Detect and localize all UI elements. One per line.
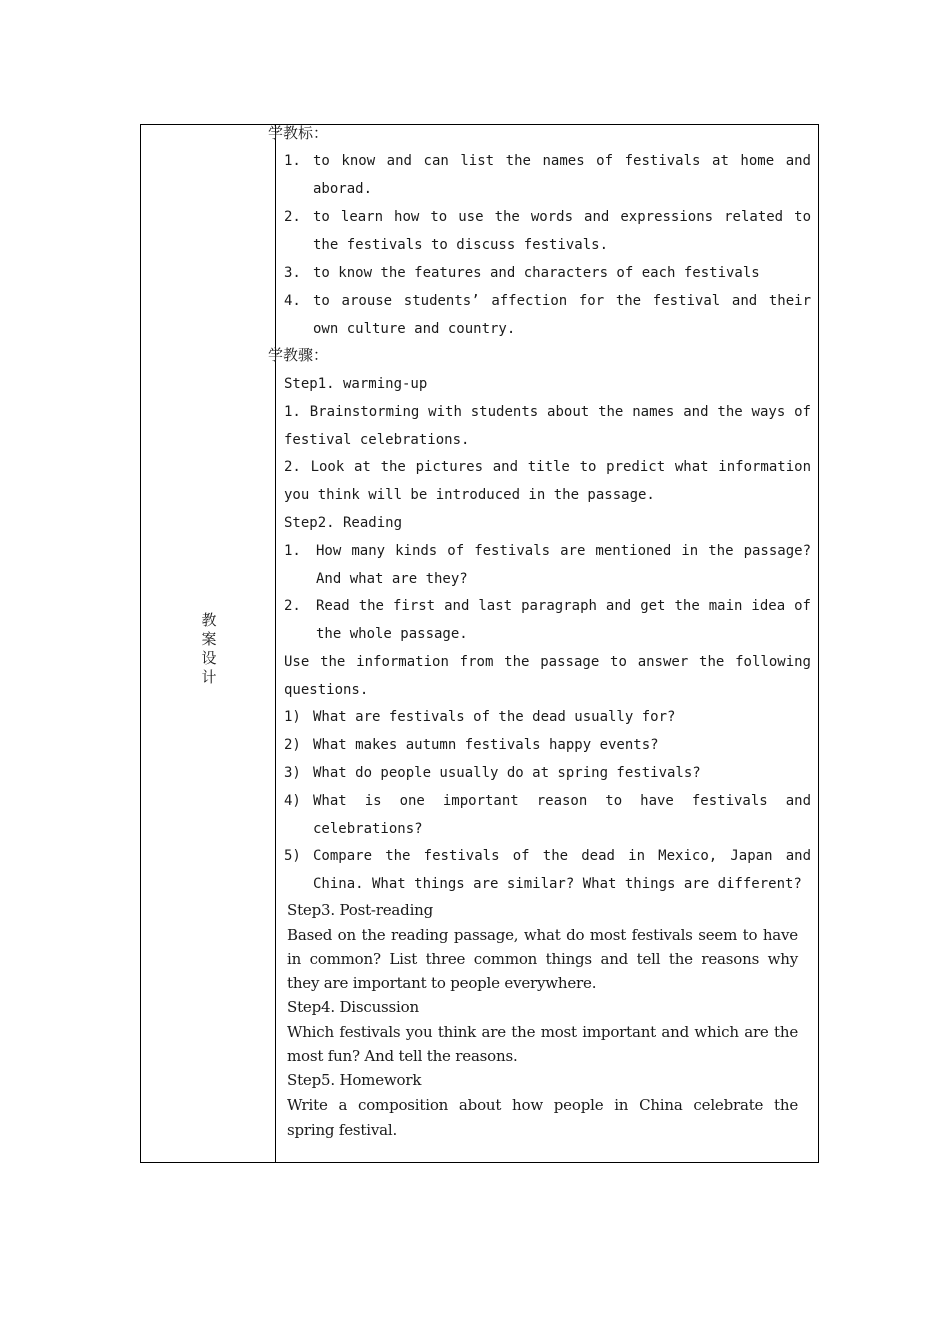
question-line: celebrations? — [313, 821, 423, 837]
step4-line: Which festivals you think are the most important and which are the — [287, 1023, 798, 1041]
question-line: What do people usually do at spring festivals? — [313, 765, 701, 781]
step3-title: Step3. Post-reading — [287, 901, 434, 919]
questions-intro: questions. — [284, 682, 369, 698]
objective-line: to know the features and characters of each festivals — [313, 265, 760, 281]
question-line: What are festivals of the dead usually for? — [313, 709, 676, 725]
reading-task-line: Read the first and last paragraph and get the main idea of — [316, 598, 811, 614]
reading-task-number: 1. — [284, 543, 301, 559]
questions-intro: Use the information from the passage to answer the following — [284, 654, 811, 670]
step5-line: spring festival. — [287, 1121, 398, 1139]
step4-line: most fun? And tell the reasons. — [287, 1047, 518, 1065]
steps-heading: 学教骤： — [268, 346, 329, 364]
section-label: 教 案 设 计 — [201, 611, 217, 686]
objective-line: the festivals to discuss festivals. — [313, 237, 609, 253]
objective-number: 4. — [284, 293, 301, 309]
question-number: 1) — [284, 709, 301, 725]
step1-line: you think will be introduced in the passage. — [284, 487, 655, 503]
reading-task-line: the whole passage. — [316, 626, 468, 642]
step3-line: Based on the reading passage, what do most festivals seem to have — [287, 926, 798, 944]
step1-line: 1. Brainstorming with students about the names and the ways of — [284, 404, 811, 420]
step4-title: Step4. Discussion — [287, 998, 419, 1016]
objective-line: to learn how to use the words and expressions related to — [313, 209, 811, 225]
reading-task-line: And what are they? — [316, 571, 468, 587]
objective-line: own culture and country. — [313, 321, 516, 337]
question-line: Compare the festivals of the dead in Mexico, Japan and — [313, 848, 811, 864]
objective-number: 3. — [284, 265, 301, 281]
question-line: China. What things are similar? What things are different? — [313, 876, 802, 892]
step1-line: 2. Look at the pictures and title to predict what information — [284, 459, 811, 475]
step2-title: Step2. Reading — [284, 515, 403, 531]
reading-task-line: How many kinds of festivals are mentioned in the passage? — [316, 543, 811, 559]
objective-line: to know and can list the names of festivals at home and — [313, 153, 811, 169]
question-number: 3) — [284, 765, 301, 781]
step1-title: Step1. warming-up — [284, 376, 428, 392]
question-number: 4) — [284, 793, 301, 809]
step1-line: festival celebrations. — [284, 432, 470, 448]
step3-line: in common? List three common things and tell the reasons why — [287, 950, 798, 968]
step3-line: they are important to people everywhere. — [287, 974, 597, 992]
objective-line: to arouse students’ affection for the festival and their — [313, 293, 811, 309]
question-line: What makes autumn festivals happy events? — [313, 737, 659, 753]
reading-task-number: 2. — [284, 598, 301, 614]
question-line: What is one important reason to have festivals and — [313, 793, 811, 809]
step5-line: Write a composition about how people in China celebrate the — [287, 1096, 798, 1114]
objectives-heading: 学教标： — [268, 124, 329, 142]
question-number: 2) — [284, 737, 301, 753]
objective-number: 2. — [284, 209, 301, 225]
step5-title: Step5. Homework — [287, 1071, 422, 1089]
objective-line: aborad. — [313, 181, 373, 197]
question-number: 5) — [284, 848, 301, 864]
column-divider — [275, 125, 276, 1162]
objective-number: 1. — [284, 153, 301, 169]
